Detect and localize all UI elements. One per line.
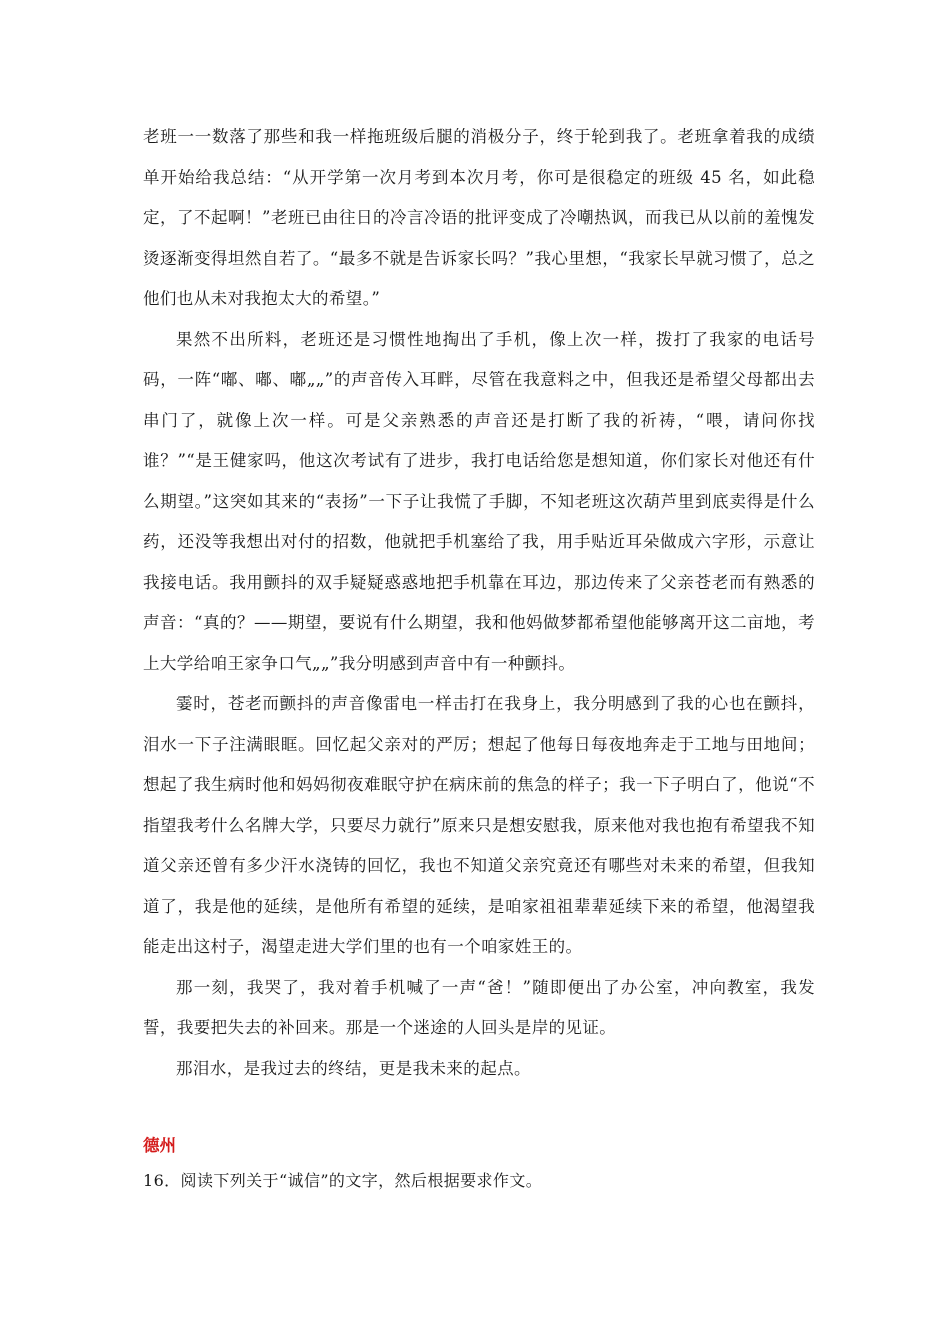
question-prompt: 16．阅读下列关于“诚信”的文字，然后根据要求作文。 (143, 1171, 543, 1190)
essay-paragraph-1: 老班一一数落了那些和我一样拖班级后腿的消极分子，终于轮到我了。老班拿着我的成绩单开始给我总结：“从开学第一次月考到本次月考，你可是很稳定的班级 45 名，如此稳定，了不起啊！”老班已由往日的冷言冷语的批评变成了冷嘲热讽，而我已从以前的羞愧发烫逐渐变得坦然自若了。“最多不就是告诉家长吗？”我心里想，“我家长早就习惯了，总之他们也从未对我抱太大的希望。” (143, 127, 815, 308)
essay-paragraph-4: 那一刻，我哭了，我对着手机喊了一声“爸！”随即便出了办公室，冲向教室，我发誓，我要把失去的补回来。那是一个迷途的人回头是岸的见证。 (143, 977, 815, 1037)
essay-body (143, 117, 815, 1089)
essay-paragraph-3: 霎时，苍老而颤抖的声音像雷电一样击打在我身上，我分明感到了我的心也在颤抖，泪水一下子注满眼眶。回忆起父亲对的严厉；想起了他每日每夜地奔走于工地与田地间；想起了我生病时他和妈妈彻夜难眠守护在病床前的焦急的样子；我一下子明白了，他说“不指望我考什么名牌大学，只要尽力就行”原来只是想安慰我，原来他对我也抱有希望我不知道父亲还曾有多少汗水浇铸的回忆，我也不知道父亲究竟还有哪些对未来的希望，但我知道了，我是他的延续，是他所有希望的延续，是咱家祖祖辈辈延续下来的希望，他渴望我能走出这村子，渴望走进大学们里的也有一个咱家姓王的。 (143, 694, 815, 956)
essay-paragraph-5: 那泪水，是我过去的终结，更是我未来的起点。 (176, 1058, 531, 1078)
section-heading: 德州 (143, 1136, 176, 1155)
essay-paragraph-2: 果然不出所料，老班还是习惯性地掏出了手机，像上次一样，拨打了我家的电话号码，一阵“嘟、嘟、嘟„„”的声音传入耳畔，尽管在我意料之中，但我还是希望父母都出去串门了，就像上次一样。可是父亲熟悉的声音还是打断了我的祈祷，“喂，请问你找谁？”“是王健家吗，他这次考试有了进步，我打电话给您是想知道，你们家长对他还有什么期望。”这突如其来的“表扬”一下子让我慌了手脚，不知老班这次葫芦里到底卖得是什么药，还没等我想出对付的招数，他就把手机塞给了我，用手贴近耳朵做成六字形，示意让我接电话。我用颤抖的双手疑疑惑惑地把手机靠在耳边，那边传来了父亲苍老而有熟悉的声音：“真的？——期望，要说有什么期望，我和他妈做梦都希望他能够离开这二亩地，考上大学给咱王家争口气„„”我分明感到声音中有一种颤抖。 (143, 329, 815, 673)
